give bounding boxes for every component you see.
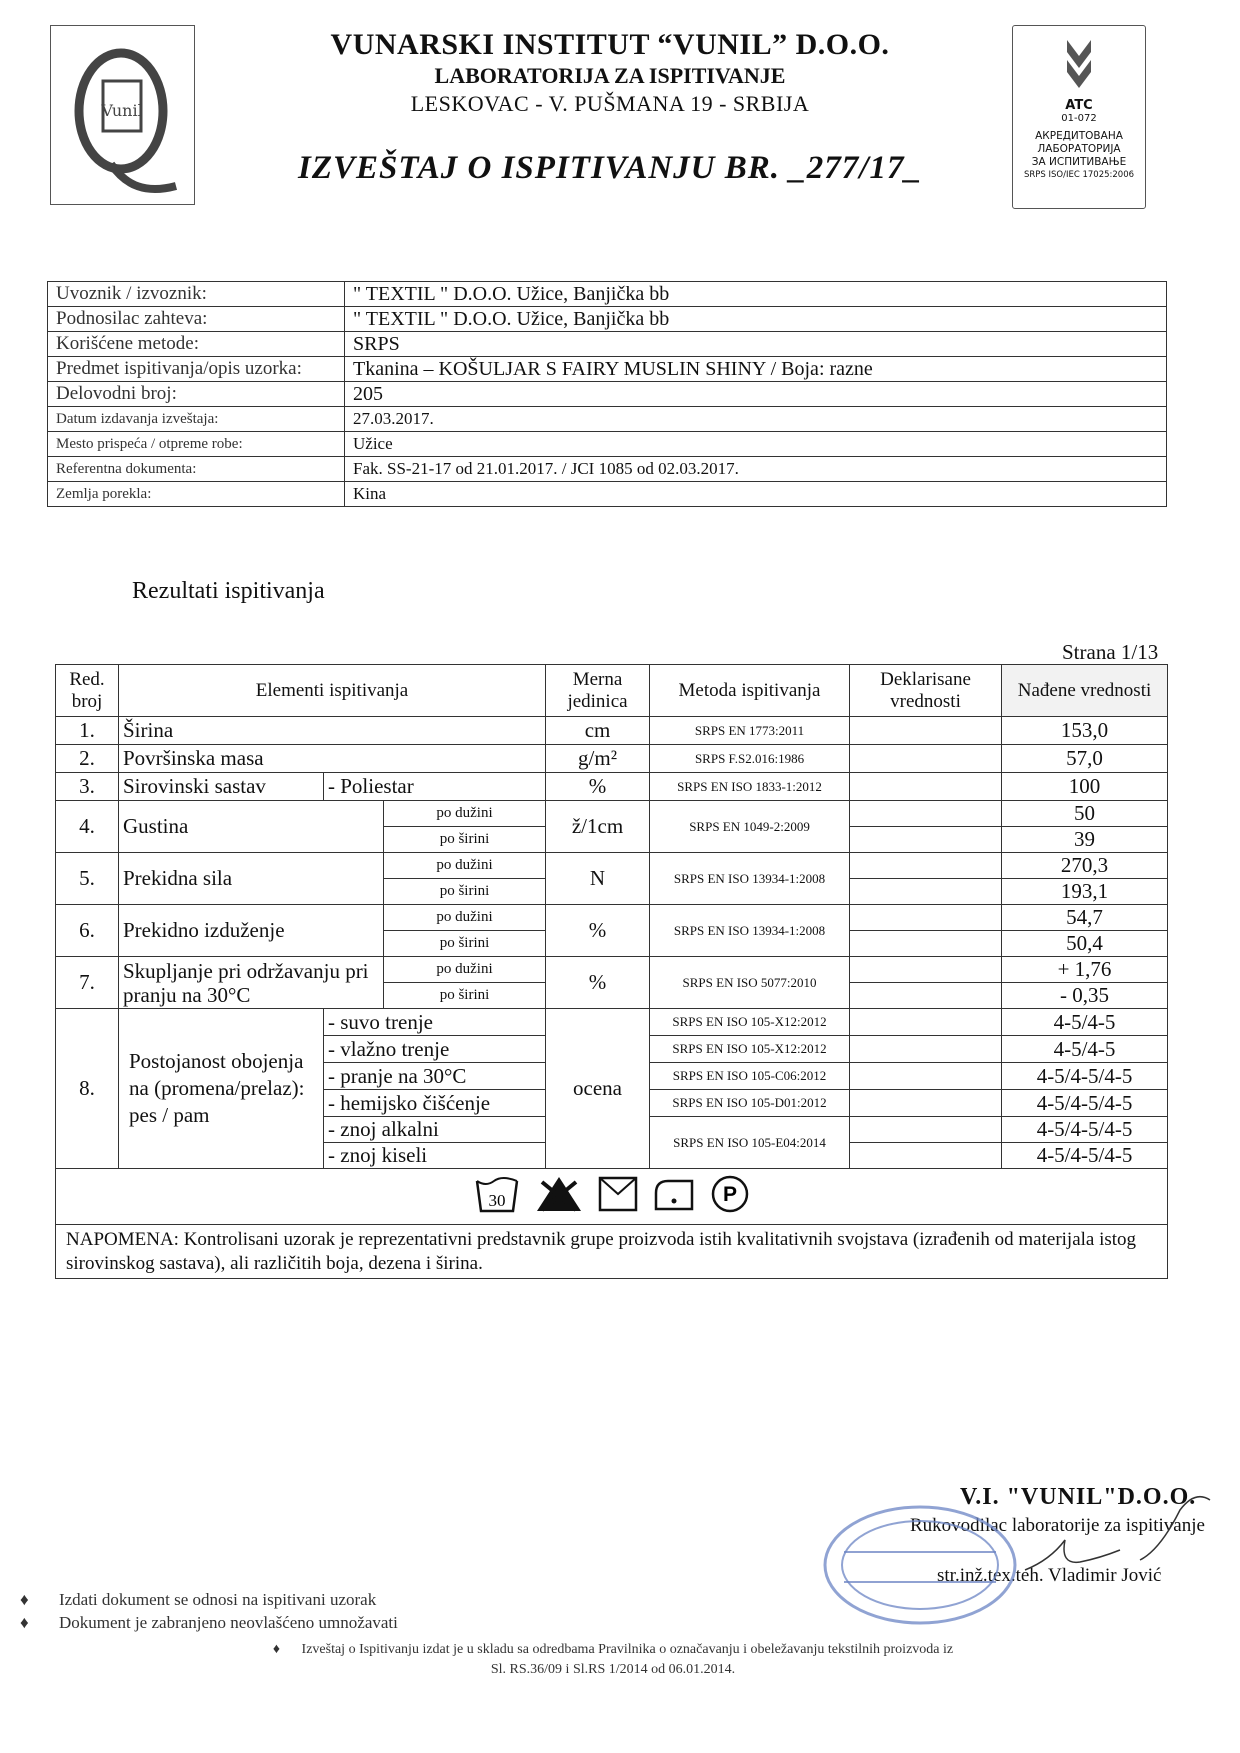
legal-note-line-1 — [193, 1640, 1033, 1660]
footer-note-2-text: Dokument je zabranjeno neovlašćeno umnožavati — [58, 1613, 398, 1632]
bullet-icon: ♦ — [20, 1590, 29, 1609]
row-unit: N — [546, 853, 650, 905]
info-row — [48, 382, 1167, 407]
row-element: Prekidno izduženje — [119, 905, 384, 957]
row-unit: % — [546, 905, 650, 957]
lab-head-title: Rukovodilac laboratorije za ispitivanje — [910, 1515, 1205, 1536]
row-method: SRPS EN 1049-2:2009 — [650, 801, 850, 853]
direction-length: po dužini — [384, 905, 546, 931]
accreditation-number: 01-072 — [1061, 113, 1097, 124]
wash-30-icon — [474, 1173, 520, 1215]
row-declared — [850, 1063, 1002, 1090]
row-no: 5. — [56, 853, 119, 905]
row-unit: g/m² — [546, 745, 650, 773]
row-value-length: 54,7 — [1002, 905, 1168, 931]
row-method: SRPS EN ISO 105-E04:2014 — [650, 1117, 850, 1169]
row-value-width: 193,1 — [1002, 879, 1168, 905]
info-label: Datum izdavanja izveštaja: — [48, 407, 345, 432]
row-sub-element: - hemijsko čišćenje — [324, 1090, 546, 1117]
row-value: 4-5/4-5/4-5 — [1002, 1090, 1168, 1117]
row-element: Postojanost obojenja na (promena/prelaz): pes / pam — [119, 1009, 324, 1169]
table-row — [56, 957, 1168, 983]
row-no: 8. — [56, 1009, 119, 1169]
table-row — [56, 773, 1168, 801]
row-value: 4-5/4-5/4-5 — [1002, 1063, 1168, 1090]
info-value: SRPS — [345, 332, 1167, 357]
header-unit: Merna jedinica — [546, 665, 650, 717]
accreditation-mark-icon — [1059, 34, 1099, 94]
direction-length: po dužini — [384, 801, 546, 827]
row-no: 1. — [56, 717, 119, 745]
info-value: 205 — [345, 382, 1167, 407]
header-method: Metoda ispitivanja — [650, 665, 850, 717]
footer-note-1-text: Izdati dokument se odnosi na ispitivani uzorak — [58, 1590, 377, 1609]
iron-icon — [652, 1175, 696, 1213]
report-title: IZVEŠTAJ O ISPITIVANJU BR. _277/17_ — [298, 150, 922, 186]
row-element: Prekidna sila — [119, 853, 384, 905]
row-sub-element: - znoj kiseli — [324, 1143, 546, 1169]
info-row — [48, 457, 1167, 482]
direction-length: po dužini — [384, 957, 546, 983]
row-sub-element: - Poliestar — [324, 773, 546, 801]
table-row — [56, 853, 1168, 879]
table-row — [56, 905, 1168, 931]
row-unit: % — [546, 773, 650, 801]
accreditation-standard: SRPS ISO/IEC 17025:2006 — [1023, 170, 1135, 180]
row-value-width: - 0,35 — [1002, 983, 1168, 1009]
svg-text:P: P — [722, 1182, 737, 1206]
row-declared — [850, 717, 1002, 745]
row-method: SRPS EN ISO 105-X12:2012 — [650, 1036, 850, 1063]
row-declared — [850, 1009, 1002, 1036]
info-label: Zemlja porekla: — [48, 482, 345, 507]
row-declared — [850, 745, 1002, 773]
row-declared — [850, 931, 1002, 957]
no-bleach-icon — [534, 1174, 584, 1214]
row-method: SRPS EN ISO 105-C06:2012 — [650, 1063, 850, 1090]
row-declared — [850, 957, 1002, 983]
info-value: Tkanina – KOŠULJAR S FAIRY MUSLIN SHINY / Boja: razne — [345, 357, 1167, 382]
institute-name: VUNARSKI INSTITUT “VUNIL” D.O.O. — [330, 28, 890, 61]
row-value: 153,0 — [1002, 717, 1168, 745]
row-no: 3. — [56, 773, 119, 801]
row-declared — [850, 1090, 1002, 1117]
header-elements: Elementi ispitivanja — [119, 665, 546, 717]
row-sub-element: - suvo trenje — [324, 1009, 546, 1036]
direction-width: po širini — [384, 879, 546, 905]
accreditation-line-1: АКРЕДИТОВАНА — [1035, 130, 1123, 142]
info-row — [48, 482, 1167, 507]
info-label: Predmet ispitivanja/opis uzorka: — [48, 357, 345, 382]
footer-note-2 — [20, 1613, 398, 1633]
legal-note-line-1-text: Izveštaj o Ispitivanju izdat je u skladu sa odredbama Pravilnika o označavanju i obeležavanju tekstilnih proizvoda iz — [301, 1642, 954, 1657]
info-label: Uvoznik / izvoznik: — [48, 282, 345, 307]
tumble-dry-icon — [598, 1175, 638, 1213]
row-declared — [850, 827, 1002, 853]
official-stamp-icon — [820, 1500, 1020, 1630]
row-declared — [850, 1117, 1002, 1143]
row-method: SRPS EN ISO 13934-1:2008 — [650, 905, 850, 957]
row-declared — [850, 983, 1002, 1009]
header-block — [230, 28, 990, 118]
info-label: Korišćene metode: — [48, 332, 345, 357]
row-declared — [850, 773, 1002, 801]
vunil-logo-icon — [51, 26, 194, 204]
bullet-icon: ♦ — [272, 1642, 281, 1657]
row-unit: ž/1cm — [546, 801, 650, 853]
row-sub-element: - znoj alkalni — [324, 1117, 546, 1143]
row-method: SRPS EN ISO 105-D01:2012 — [650, 1090, 850, 1117]
row-declared — [850, 853, 1002, 879]
info-row — [48, 282, 1167, 307]
row-declared — [850, 801, 1002, 827]
info-value: " TEXTIL " D.O.O. Užice, Banjička bb — [345, 307, 1167, 332]
direction-width: po širini — [384, 931, 546, 957]
bullet-icon: ♦ — [20, 1613, 29, 1632]
row-no: 6. — [56, 905, 119, 957]
footer-note-1 — [20, 1590, 376, 1610]
lab-head-name: str.inž.tex.teh. Vladimir Jović — [937, 1565, 1162, 1586]
row-no: 7. — [56, 957, 119, 1009]
header-no: Red. broj — [56, 665, 119, 717]
info-value: " TEXTIL " D.O.O. Užice, Banjička bb — [345, 282, 1167, 307]
row-method: SRPS EN ISO 13934-1:2008 — [650, 853, 850, 905]
note-text: NAPOMENA: Kontrolisani uzorak je reprezentativni predstavnik grupe proizvoda istih kvalitativnih svojstava (izrađenih od materijala istog sirovinskog sastava), ali različitih boja, dezena i širina. — [56, 1225, 1168, 1279]
accreditation-badge — [1012, 25, 1146, 209]
info-label: Referentna dokumenta: — [48, 457, 345, 482]
info-value: 27.03.2017. — [345, 407, 1167, 432]
row-value-length: 50 — [1002, 801, 1168, 827]
note-row — [56, 1225, 1168, 1279]
row-method: SRPS EN 1773:2011 — [650, 717, 850, 745]
info-value: Kina — [345, 482, 1167, 507]
row-value-length: 270,3 — [1002, 853, 1168, 879]
page-number: Strana 1/13 — [1062, 640, 1159, 664]
row-unit: cm — [546, 717, 650, 745]
legal-note-line-2: Sl. RS.36/09 i Sl.RS 1/2014 od 06.01.2014. — [490, 1662, 736, 1677]
info-row — [48, 432, 1167, 457]
row-element: Površinska masa — [119, 745, 546, 773]
info-label: Mesto prispeća / otpreme robe: — [48, 432, 345, 457]
row-unit: ocena — [546, 1009, 650, 1169]
company-name: V.I. "VUNIL"D.O.O. — [960, 1484, 1197, 1510]
legal-note — [193, 1640, 1033, 1680]
row-sub-element: - vlažno trenje — [324, 1036, 546, 1063]
row-value: 57,0 — [1002, 745, 1168, 773]
direction-length: po dužini — [384, 853, 546, 879]
row-element: Širina — [119, 717, 546, 745]
row-unit: % — [546, 957, 650, 1009]
info-row — [48, 332, 1167, 357]
row-method: SRPS F.S2.016:1986 — [650, 745, 850, 773]
row-value: 100 — [1002, 773, 1168, 801]
row-value-width: 50,4 — [1002, 931, 1168, 957]
row-sub-element: - pranje na 30°C — [324, 1063, 546, 1090]
row-value-length: + 1,76 — [1002, 957, 1168, 983]
table-row — [56, 717, 1168, 745]
row-value-width: 39 — [1002, 827, 1168, 853]
info-row — [48, 307, 1167, 332]
laboratory-name: LABORATORIJA ZA ISPITIVANJE — [434, 63, 786, 88]
row-declared — [850, 905, 1002, 931]
row-declared — [850, 1036, 1002, 1063]
info-value: Fak. SS-21-17 od 21.01.2017. / JCI 1085 od 02.03.2017. — [345, 457, 1167, 482]
row-declared — [850, 879, 1002, 905]
row-method: SRPS EN ISO 105-X12:2012 — [650, 1009, 850, 1036]
institute-logo — [50, 25, 195, 205]
care-symbols-row — [56, 1169, 1168, 1225]
table-header-row — [56, 665, 1168, 717]
info-value: Užice — [345, 432, 1167, 457]
row-method: SRPS EN ISO 1833-1:2012 — [650, 773, 850, 801]
svg-text:30: 30 — [488, 1190, 505, 1210]
care-symbols — [474, 1173, 750, 1215]
row-declared — [850, 1143, 1002, 1169]
report-info-table — [47, 281, 1167, 507]
signature-icon — [1020, 1490, 1220, 1590]
header-found: Nađene vrednosti — [1002, 665, 1168, 717]
row-value: 4-5/4-5 — [1002, 1036, 1168, 1063]
row-no: 2. — [56, 745, 119, 773]
row-value: 4-5/4-5/4-5 — [1002, 1117, 1168, 1143]
care-symbols-cell — [56, 1169, 1168, 1225]
direction-width: po širini — [384, 827, 546, 853]
info-row — [48, 407, 1167, 432]
row-element: Sirovinski sastav — [119, 773, 324, 801]
row-no: 4. — [56, 801, 119, 853]
svg-text:Vunil: Vunil — [101, 101, 143, 120]
header-declared: Deklarisane vrednosti — [850, 665, 1002, 717]
results-table — [55, 664, 1168, 1279]
row-element: Skupljanje pri održavanju pri pranju na 30°C — [119, 957, 384, 1009]
info-row — [48, 357, 1167, 382]
accreditation-line-2: ЛАБОРАТОРИЈА — [1037, 143, 1121, 155]
accreditation-line-3: ЗА ИСПИТИВАЊЕ — [1031, 156, 1127, 168]
table-row — [56, 745, 1168, 773]
table-row — [56, 1009, 1168, 1036]
row-value: 4-5/4-5 — [1002, 1009, 1168, 1036]
info-label: Delovodni broj: — [48, 382, 345, 407]
row-value: 4-5/4-5/4-5 — [1002, 1143, 1168, 1169]
accreditation-code: ATC — [1065, 98, 1093, 113]
dry-clean-p-icon — [710, 1174, 750, 1214]
table-row — [56, 801, 1168, 827]
row-element: Gustina — [119, 801, 384, 853]
direction-width: po širini — [384, 983, 546, 1009]
results-heading: Rezultati ispitivanja — [132, 578, 325, 604]
info-label: Podnosilac zahteva: — [48, 307, 345, 332]
institute-address: LESKOVAC - V. PUŠMANA 19 - SRBIJA — [410, 91, 810, 116]
row-method: SRPS EN ISO 5077:2010 — [650, 957, 850, 1009]
